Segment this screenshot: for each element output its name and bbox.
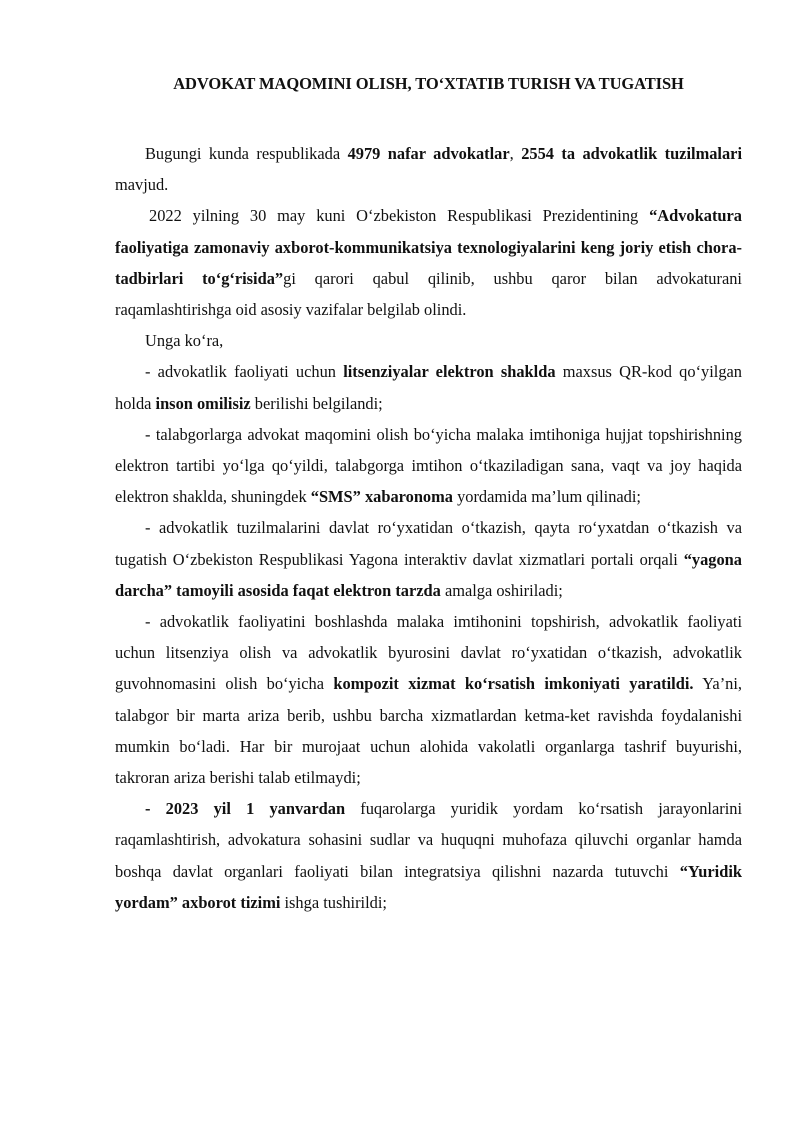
text: ishga tushirildi;	[280, 892, 387, 912]
advocacy-structures-count: 2554 ta advokatlik tuzilmalari	[521, 144, 742, 163]
emphasis: “SMS” xabaronoma	[310, 487, 453, 507]
document-page	[115, 74, 742, 918]
document-title: ADVOKAT MAQOMINI OLISH, TO‘XTATIB TURISH VA TUGATISH	[173, 74, 684, 93]
text: mavjud.	[115, 175, 169, 195]
advocates-count: 4979 nafar advokatlar	[347, 144, 510, 163]
text: Ya’ni, talabgor bir marta ariza berib, ushbu barcha xizmatlardan ketma-ket ravishda foydalanishi mumkin bo‘ladi. Har bir murojaat uchun alohida vakolatli organlarga tashrif buyurishi, takroran ariza berishi talab etilmaydi;	[115, 674, 743, 788]
text: berilishi belgilandi;	[250, 393, 383, 413]
emphasis: kompozit xizmat ko‘rsatish imkoniyati yaratildi.	[333, 674, 694, 694]
paragraph-accordingly: Unga ko‘ra,	[145, 331, 224, 351]
text: gi qarori qabul qilinib, ushbu qaror bilan advokaturani raqamlashtirishga oid asosiy vazifalar belgilab olindi.	[115, 268, 742, 320]
emphasis: “yagona darcha” tamoyili asosida faqat elektron tarzda	[115, 549, 742, 600]
emphasis: “Yuridik yordam” axborot tizimi	[115, 861, 742, 912]
text: fuqarolarga yuridik yordam ko‘rsatish jarayonlarini raqamlashtirish, advokatura sohasini sudlar va huquqni muhofaza qiluvchi organlar hamda boshqa davlat organlari faoliyati bilan integratsiya qilishni nazarda tutuvchi	[115, 799, 742, 881]
list-item-licenses	[115, 356, 742, 418]
text: - advokatlik tuzilmalarini davlat ro‘yxatidan o‘tkazish, qayta ro‘yxatdan o‘tkazish va tugatish O‘zbekiston Respublikasi Yagona interaktiv davlat xizmatlari portali orqali	[115, 518, 742, 569]
text: maxsus QR-kod qo‘yilgan holda	[115, 362, 742, 413]
text: - advokatlik faoliyati uchun	[145, 362, 344, 382]
list-item-information-system	[115, 793, 742, 918]
text: - talabgorlarga advokat maqomini olish bo‘yicha malaka imtihoniga hujjat topshirishning elektron tartibi yo‘lga qo‘yildi, talabgorga imtihon o‘tkaziladigan sana, vaqt va joy haqida elektron shaklda, shuningdek	[115, 424, 742, 507]
paragraph-decree	[115, 200, 742, 325]
paragraph-statistics	[115, 138, 742, 200]
list-item-composite-service	[115, 606, 742, 793]
emphasis: - 2023 yil 1 yanvardan	[145, 799, 346, 819]
text: amalga oshiriladi;	[440, 580, 563, 600]
text: Bugungi kunda respublikada	[145, 144, 348, 163]
decree-title: “Advokatura faoliyatiga zamonaviy axborot-kommunikatsiya texnologiyalarini keng joriy etish chora-tadbirlari to‘g‘risida”	[115, 206, 742, 288]
text: 2022 yilning 30 may kuni O‘zbekiston Respublikasi Prezidentining	[149, 206, 650, 226]
list-item-registration	[115, 512, 742, 606]
list-item-exam	[115, 419, 742, 513]
emphasis: litsenziyalar elektron shaklda	[343, 362, 556, 382]
emphasis: inson omilisiz	[155, 393, 251, 413]
text: ,	[509, 144, 522, 163]
text: yordamida ma’lum qilinadi;	[452, 487, 641, 507]
text: - advokatlik faoliyatini boshlashda malaka imtihonini topshirish, advokatlik faoliyati uchun litsenziya olish va advokatlik byurosini davlat ro‘yxatidan o‘tkazish, advokatlik guvohnomasini olish bo‘yicha	[115, 612, 742, 694]
